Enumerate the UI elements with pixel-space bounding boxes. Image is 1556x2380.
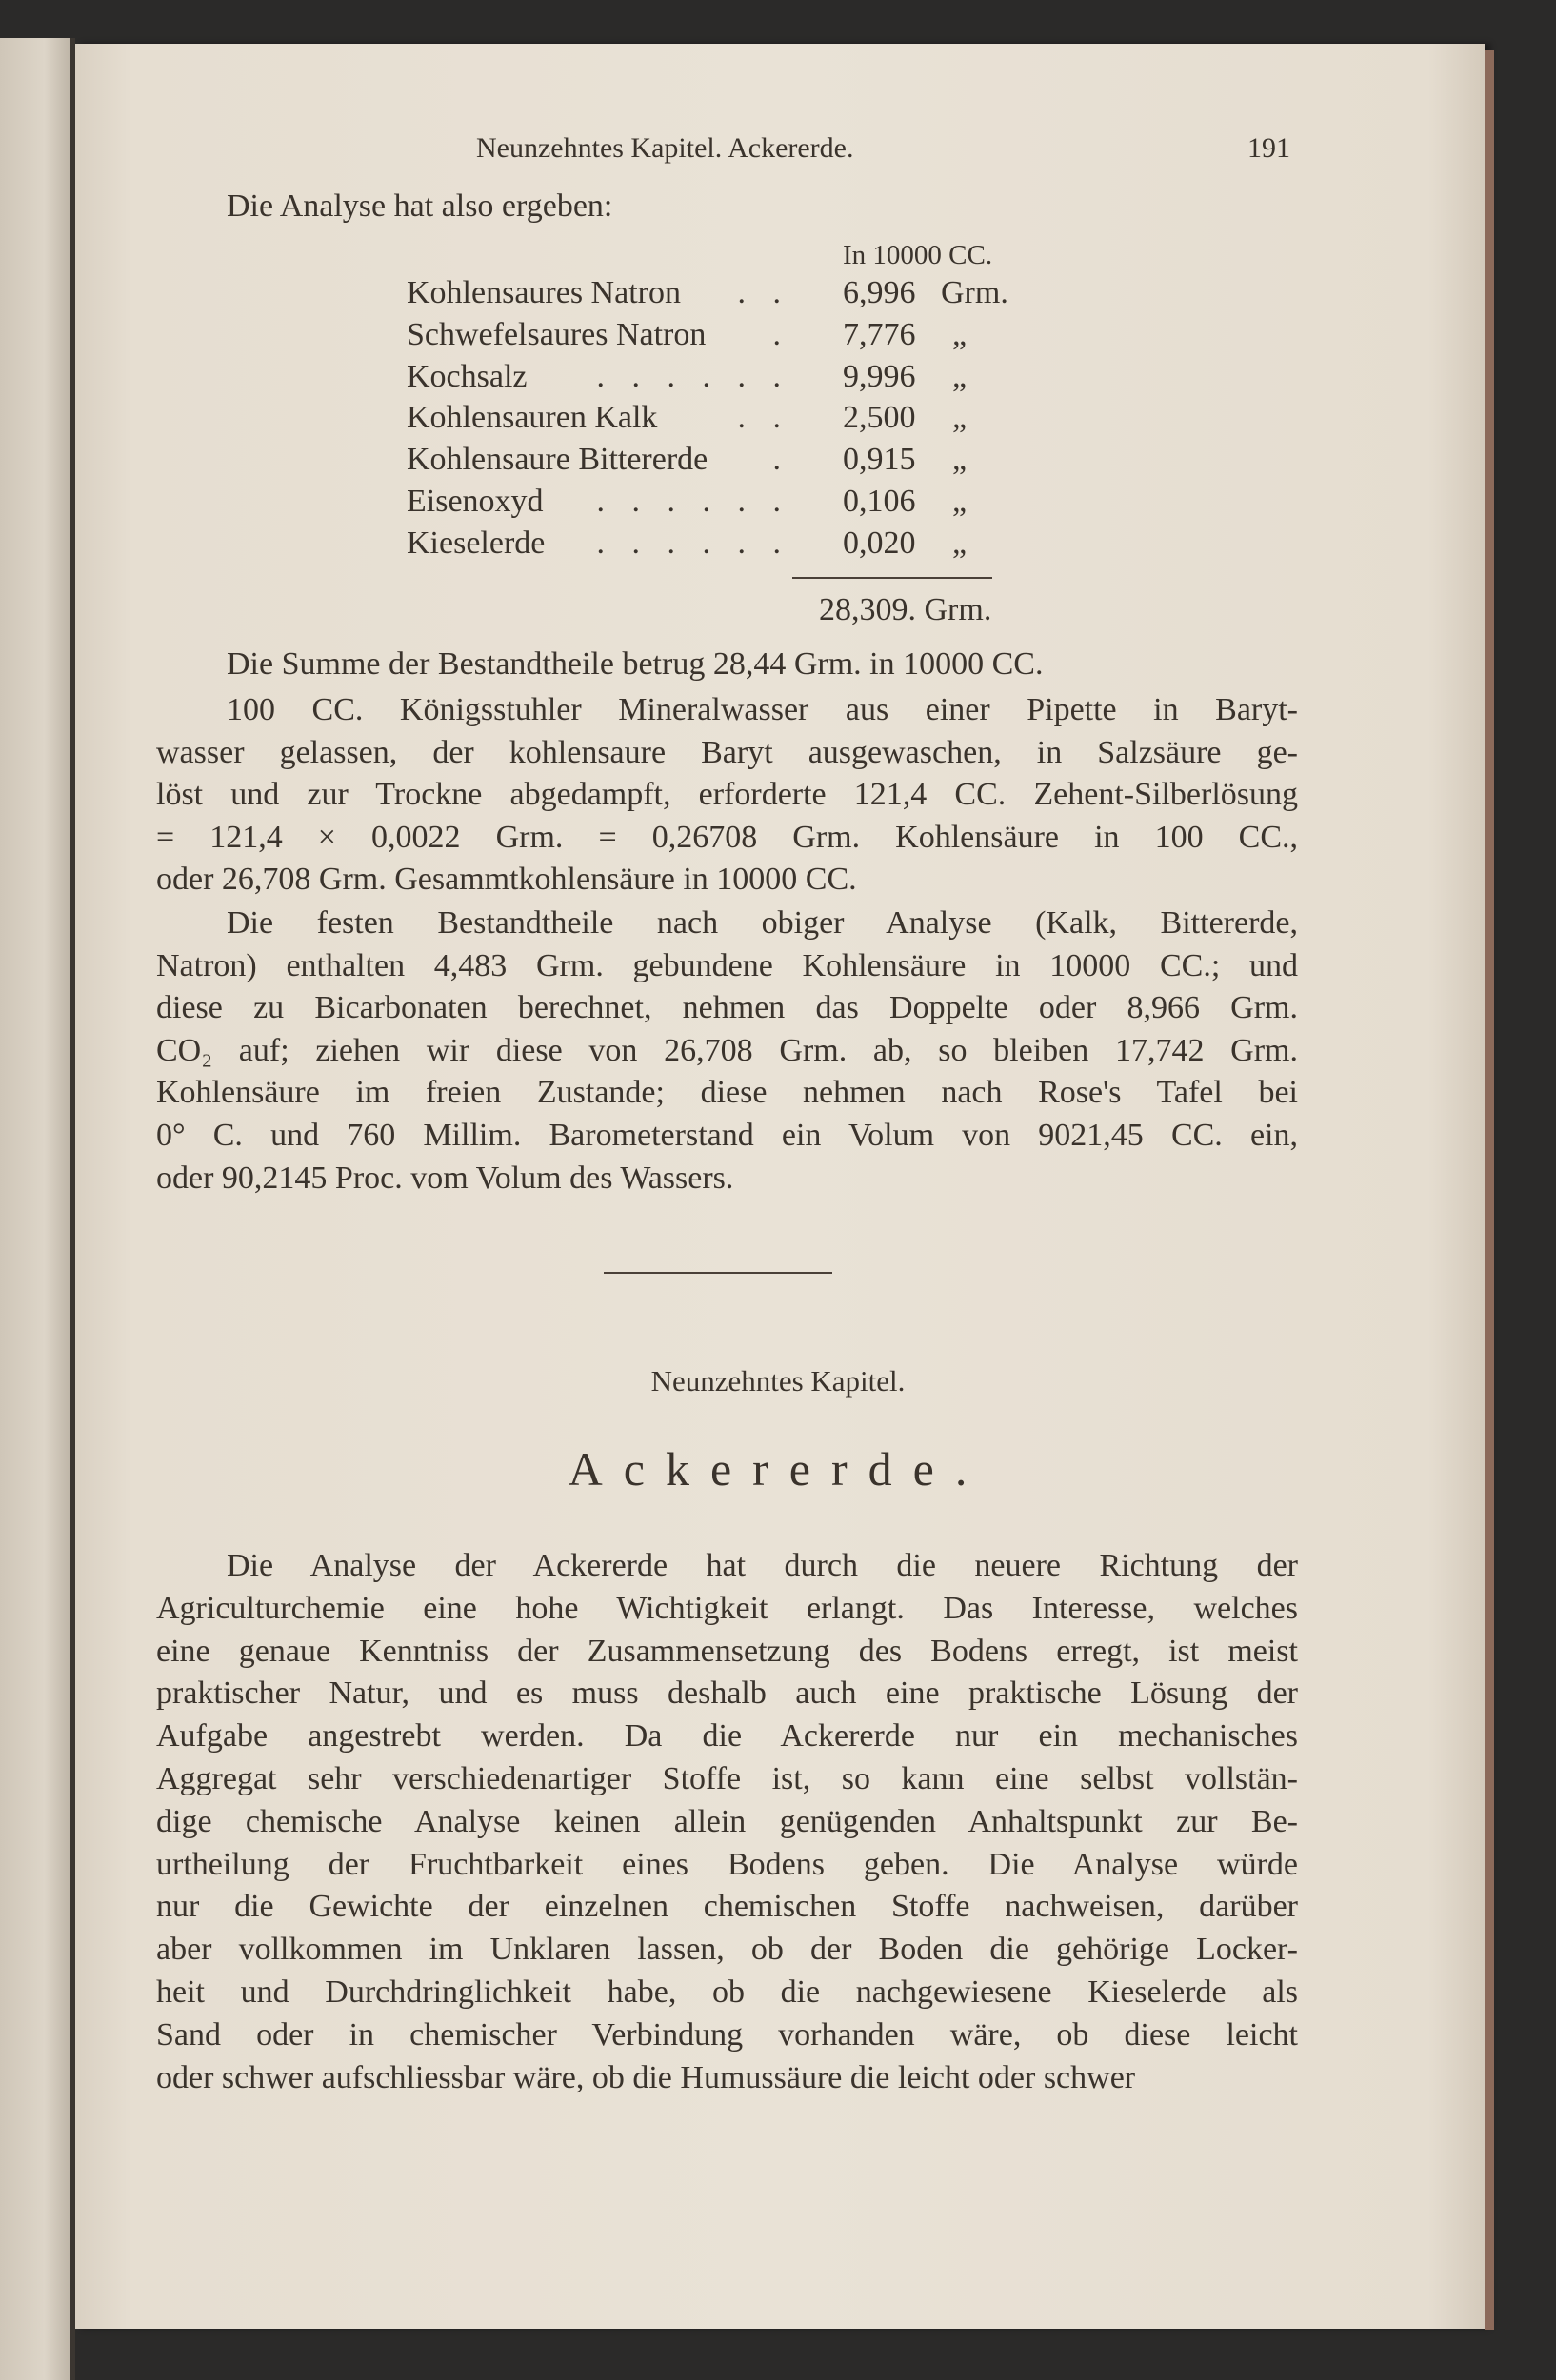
row-value: 0,106 bbox=[843, 484, 916, 519]
row-dots: . . . . . . bbox=[596, 525, 790, 561]
text-line: eine genaue Kenntniss der Zusammensetzung des Bodens erregt, ist meist bbox=[156, 1633, 1298, 1669]
text-line: Aufgabe angestrebt werden. Da die Ackererde nur ein mechanisches bbox=[156, 1718, 1298, 1755]
row-label: Schwefelsaures Natron bbox=[407, 316, 707, 352]
text-line: löst und zur Trockne abgedampft, erforderte 121,4 CC. Zehent-Silberlösung bbox=[156, 777, 1298, 813]
text-line: Die Analyse der Ackererde hat durch die neuere Richtung der bbox=[227, 1548, 1298, 1583]
row-unit: „ bbox=[952, 484, 968, 519]
row-unit: Grm. bbox=[941, 275, 1008, 310]
row-label: Eisenoxyd bbox=[407, 484, 544, 519]
row-label: Kohlensauren Kalk bbox=[407, 400, 658, 436]
row-label: Kohlensaure Bittererde bbox=[407, 442, 708, 478]
sum-rule bbox=[792, 577, 992, 579]
chapter-label: Neunzehntes Kapitel. bbox=[650, 1364, 906, 1398]
text-line: oder 26,708 Grm. Gesammtkohlensäure in 10000 CC. bbox=[156, 862, 857, 898]
section-divider bbox=[604, 1272, 832, 1274]
table-column-header: In 10000 CC. bbox=[843, 240, 993, 270]
text-line: 0° C. und 760 Millim. Barometerstand ein Volum von 9021,45 CC. ein, bbox=[156, 1118, 1298, 1153]
row-unit: „ bbox=[952, 442, 968, 478]
chapter-title: Ackererde. bbox=[568, 1442, 988, 1496]
sum-line: Die Summe der Bestandtheile betrug 28,44 Grm. in 10000 CC. bbox=[227, 646, 1044, 682]
text-line: Die festen Bestandtheile nach obiger Analyse (Kalk, Bittererde, bbox=[227, 905, 1298, 941]
row-value: 7,776 bbox=[843, 316, 916, 352]
row-unit: „ bbox=[952, 316, 968, 352]
text-line: Agriculturchemie eine hohe Wichtigkeit erlangt. Das Interesse, welches bbox=[156, 1590, 1298, 1626]
row-label: Kieselerde bbox=[407, 525, 546, 561]
text-line: praktischer Natur, und es muss deshalb auch eine praktische Lösung der bbox=[156, 1676, 1298, 1712]
text-line: heit und Durchdringlichkeit habe, ob die nachgewiesene Kieselerde als bbox=[156, 1974, 1298, 2010]
running-title: Neunzehntes Kapitel. Ackererde. bbox=[476, 132, 854, 164]
row-unit: „ bbox=[952, 400, 968, 436]
text-line: oder schwer aufschliessbar wäre, ob die Humussäure die leicht oder schwer bbox=[156, 2059, 1136, 2095]
table-total: 28,309. Grm. bbox=[819, 592, 992, 627]
text-line: urtheilung der Fruchtbarkeit eines Bodens geben. Die Analyse würde bbox=[156, 1846, 1298, 1882]
text-line: oder 90,2145 Proc. vom Volum des Wassers. bbox=[156, 1160, 734, 1196]
row-dots: . . bbox=[737, 400, 790, 436]
text-line: CO₂ auf; ziehen wir diese von 26,708 Grm. ab, so bleiben 17,742 Grm. bbox=[156, 1032, 1298, 1068]
left-page-edge bbox=[0, 38, 74, 2380]
page-number: 191 bbox=[1247, 132, 1290, 164]
text-line: Natron) enthalten 4,483 Grm. gebundene Kohlensäure in 10000 CC.; und bbox=[156, 947, 1298, 983]
row-label: Kohlensaures Natron bbox=[407, 275, 681, 310]
row-dots: . . bbox=[737, 275, 790, 310]
row-dots: . bbox=[772, 316, 790, 352]
text-line: wasser gelassen, der kohlensaure Baryt ausgewaschen, in Salzsäure ge- bbox=[156, 734, 1298, 770]
text-line: dige chemische Analyse keinen allein genügenden Anhaltspunkt zur Be- bbox=[156, 1803, 1298, 1839]
row-dots: . . . . . . bbox=[596, 484, 790, 519]
text-line: nur die Gewichte der einzelnen chemischen Stoffe nachweisen, darüber bbox=[156, 1889, 1298, 1925]
row-value: 9,996 bbox=[843, 358, 916, 394]
text-line: aber vollkommen im Unklaren lassen, ob der Boden die gehörige Locker- bbox=[156, 1932, 1298, 1968]
intro-text: Die Analyse hat also ergeben: bbox=[227, 188, 613, 224]
text-line: Kohlensäure im freien Zustande; diese nehmen nach Rose's Tafel bei bbox=[156, 1075, 1298, 1111]
text-line: = 121,4 × 0,0022 Grm. = 0,26708 Grm. Kohlensäure in 100 CC., bbox=[156, 819, 1298, 855]
row-dots: . bbox=[772, 442, 790, 478]
row-value: 6,996 bbox=[843, 275, 916, 310]
row-label: Kochsalz bbox=[407, 358, 528, 394]
row-value: 0,915 bbox=[843, 442, 916, 478]
text-line: Aggregat sehr verschiedenartiger Stoffe ist, so kann eine selbst vollstän- bbox=[156, 1761, 1298, 1796]
row-value: 0,020 bbox=[843, 525, 916, 561]
row-value: 2,500 bbox=[843, 400, 916, 436]
row-unit: „ bbox=[952, 358, 968, 394]
row-unit: „ bbox=[952, 525, 968, 561]
page-edge bbox=[1485, 50, 1494, 2330]
text-line: 100 CC. Königsstuhler Mineralwasser aus einer Pipette in Baryt- bbox=[227, 692, 1298, 727]
text-line: Sand oder in chemischer Verbindung vorhanden wäre, ob diese leicht bbox=[156, 2016, 1298, 2053]
text-line: diese zu Bicarbonaten berechnet, nehmen das Doppelte oder 8,966 Grm. bbox=[156, 990, 1298, 1026]
row-dots: . . . . . . bbox=[596, 358, 790, 394]
